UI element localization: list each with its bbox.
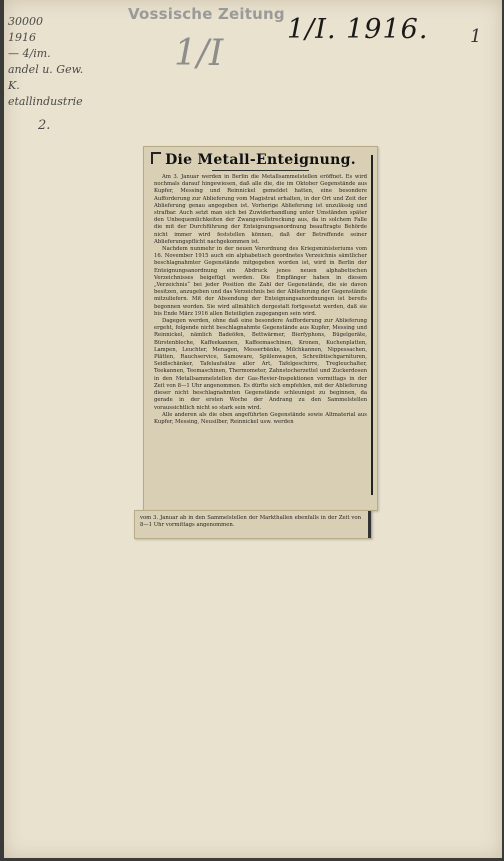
archive-sheet bbox=[4, 0, 502, 858]
article-paragraph: Nachdem nunmehr in der neuen Verordnung des Kriegsministeriums vom 16. November 1915 auch ein alphabetisch geordnetes Verzeichnis sämtlicher beschlagnahmter Gegenstände mitgegeben worden ist, wird in Berlin der Enteignungsanordnung ein Abdruck jenes neuen alphabetischen Verzeichnisses beigefügt werden. Die Empfänger haben in diesem „Verzeichnis“ bei jeder Position die Zahl der Gegenstände, die sie davon besitzen, anzugeben und das Verzeichnis bei der Ablieferung der Gegenstände mitzuliefern. Mit der Absendung der Enteignungsanordnungen ist bereits begonnen worden. Sie wird allmählich dergestalt fortgesetzt werden, daß sie bis Ende März 1916 allen Beteiligten zugegangen sein wird. bbox=[154, 246, 367, 317]
margin-note: 2. bbox=[38, 118, 51, 133]
margin-note: etallindustrie bbox=[8, 95, 83, 108]
article-body bbox=[154, 174, 367, 504]
margin-note: — 4/im. bbox=[8, 47, 51, 60]
newspaper-clipping bbox=[143, 146, 378, 511]
article-paragraph: Dagegen werden, ohne daß eine besondere Aufforderung zur Ablieferung ergeht, folgende nicht beschlagnahmte Gegenstände aus Kupfer, Messing und Reinnickel, nämlich Badeöfen, Bettwärmer, Bierfyphons, Bügelgeräte, Bürstenbleche, Kaffeekannen, Kaffeemaschinen, Kronen, Kuchenplatten, Lampen, Leuchter, Menagen, Messerbänke, Milchkannen, Nippessachen, Plätten, Rauchservice, Samoware, Spülenwagen, Schreibtischgarnituren, Seidlschänker, Tafelaufsätze aller Art, Tafelgeschirre, Tregleuchalter, Teekannen, Teemaschinen, Thermometer, Zahnstocherzettel und Zuckerdosen in den Metallsammelstellen der Gas-Revier-Inspektionen vormittags in der Zeit von 8—1 Uhr angenommen. Es dürfte sich empfehlen, mit der Ablieferung dieser nicht beschlagnahmten Gegenstände schleunigst zu beginnen, da gerade in der ersten Woche der Andrang zu den Sammelstellen voraussichtlich nicht so stark sein wird. bbox=[154, 318, 367, 411]
margin-note: K. bbox=[8, 79, 20, 92]
article-headline: Die Metall-Enteignung. bbox=[165, 152, 356, 168]
article-continuation: vom 3. Januar ab in den Sammelstellen der Markthallen ebenfalls in der Zeit von 8—1 Uhr vormittags angenommen. bbox=[140, 515, 361, 529]
article-paragraph: Alle anderen als die oben angeführten Gegenstände sowie Altmaterial aus Kupfer, Messing, Neusilber, Reinnickel usw. werden bbox=[154, 411, 367, 425]
article-paragraph: Am 3. Januar werden in Berlin die Metallsammelstellen eröffnet. Es wird nochmals darauf hingewiesen, daß alle die, die im Oktober Gegenstände aus Kupfer, Messing und Reinnickel gemeldet hatten, eine besondere Aufforderung zur Ablieferung vom Magistrat erhalten, in der Ort und Zeit der Ablieferung genau angegeben ist. Vorherige Ablieferung ist unzulässig und strafbar. Auch setzt man sich bei Zuwiderhandlung unter Umständen später den Unbequemlichkeiten der Zwangsvollstreckung aus, da in solchem Falle die mit der Durchführung der Enteignungsanordnung beauftragte Behörde nicht immer wird feststellen können, daß der Betreffende seiner Ablieferungspflicht nachgekommen ist. bbox=[154, 174, 367, 245]
headline-rule bbox=[212, 170, 309, 171]
clipping-bracket-right bbox=[371, 155, 373, 495]
corner-mark: 1 bbox=[470, 26, 482, 47]
handwritten-date: 1/I. 1916. bbox=[287, 14, 429, 45]
margin-notes bbox=[8, 14, 118, 134]
pencil-mark: 1/I bbox=[174, 33, 224, 74]
margin-note: 30000 bbox=[8, 15, 43, 28]
newspaper-clipping-continuation bbox=[134, 510, 372, 539]
newspaper-stamp: Vossische Zeitung bbox=[128, 5, 285, 23]
clipping-bracket-right bbox=[368, 511, 371, 538]
margin-note: andel u. Gew. bbox=[8, 63, 84, 76]
margin-note: 1916 bbox=[8, 31, 36, 44]
